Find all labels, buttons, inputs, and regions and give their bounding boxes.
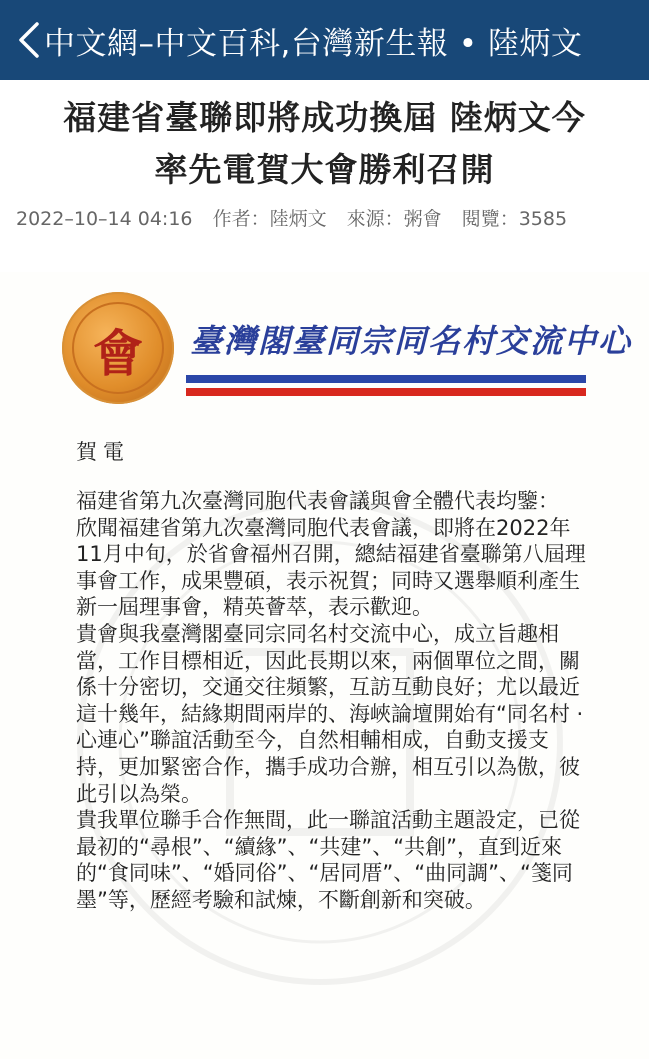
back-arrow-icon[interactable] bbox=[12, 20, 46, 60]
letter-salutation: 賀電 bbox=[76, 440, 130, 464]
headline-line-2: 率先電賀大會勝利召開 bbox=[154, 150, 495, 189]
source-label: 來源：粥會 bbox=[346, 208, 442, 230]
article-headline bbox=[0, 92, 649, 196]
header-title: 中文網–中文百科,台灣新生報 • 陸炳文 bbox=[44, 25, 583, 62]
letter-paragraph: 欣聞福建省第九次臺灣同胞代表會議，即將在2022年11月中旬，於省會福州召開，總結福建省臺聯第八屆理事會工作，成果豐碩，表示祝賀；同時又選舉順利產生新一屆理事會，精英薈萃，表示歡迎。 bbox=[76, 515, 586, 620]
letterhead-stripe-red bbox=[186, 388, 586, 396]
publish-date: 2022–10–14 04:16 bbox=[16, 208, 193, 230]
letter-body bbox=[76, 488, 586, 914]
seal-character: 會 bbox=[93, 324, 143, 383]
author-label: 作者：陸炳文 bbox=[212, 208, 327, 230]
association-seal-logo bbox=[62, 292, 174, 404]
letter-paragraph: 福建省第九次臺灣同胞代表會議與會全體代表均鑒： bbox=[76, 489, 559, 513]
letter-paragraph: 貴會與我臺灣閣臺同宗同名村交流中心，成立旨趣相當，工作目標相近，因此長期以來，兩個單位之間，關係十分密切，交通交往頻繁，互訪互動良好；尤以最近這十幾年，結緣期間兩岸的、海峽論壇開始有“同名村 · 心連心”聯誼活動至今，自然相輔相成，自動支援支持，更加緊密合作，攜手成功合辦，相互引以為傲，彼此引以為榮。 bbox=[76, 621, 584, 806]
letter-paragraph: 貴我單位聯手合作無間，此一聯誼活動主題設定，已從最初的“尋根”、“續緣”、“共建”、“共創”，直到近來的“食同味”、“婚同俗”、“居同厝”、“曲同調”、“箋同墨”等，歷經考驗和試煉，不斷創新和突破。 bbox=[76, 808, 580, 912]
views-count: 閱覽：3585 bbox=[461, 208, 568, 230]
organization-name: 臺灣閣臺同宗同名村交流中心 bbox=[190, 322, 633, 360]
letterhead-stripe-blue bbox=[186, 375, 586, 383]
headline-line-1: 福建省臺聯即將成功換屆 陸炳文今 bbox=[63, 98, 586, 137]
letter-image bbox=[0, 272, 649, 1059]
app-header bbox=[0, 0, 649, 80]
article-meta bbox=[16, 204, 581, 231]
